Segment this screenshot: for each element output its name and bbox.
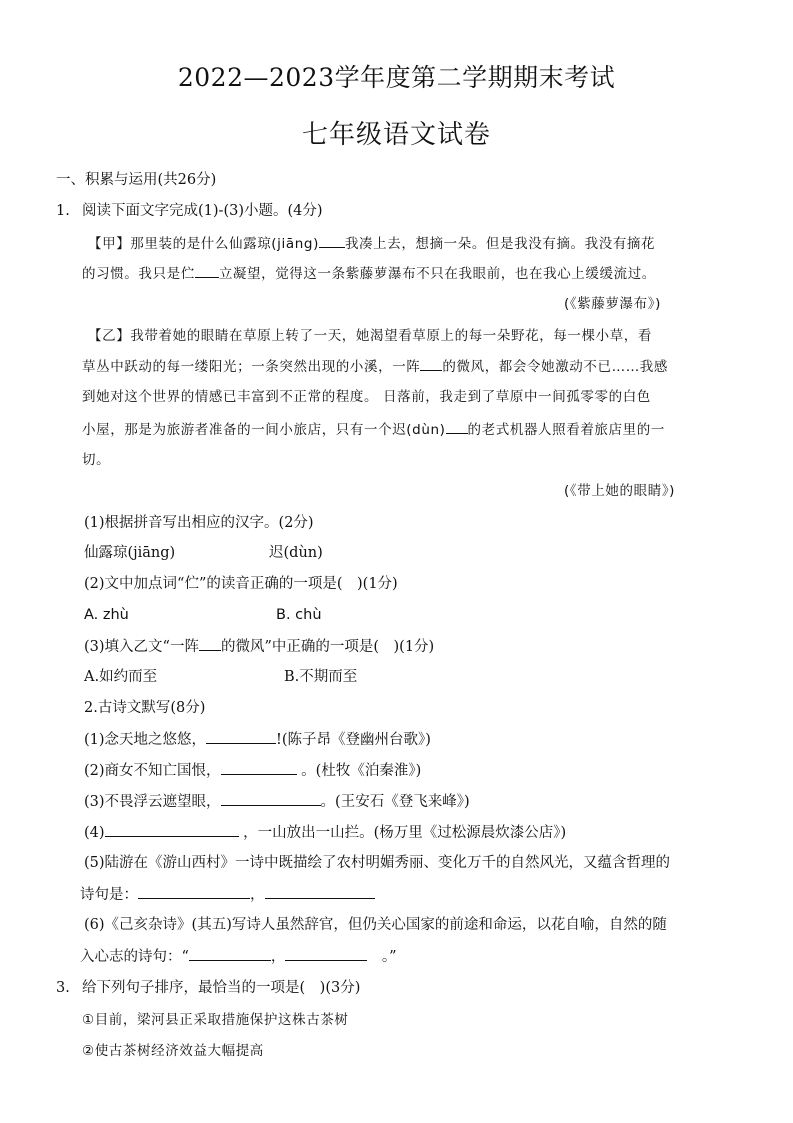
passage-text: 的微风，都会令她激动不已……我感 [442, 359, 669, 375]
poem-line-4 [84, 822, 566, 843]
poem-line-5: (5)陆游在《游山西村》一诗中既描绘了农村明媚秀丽、变化万千的自然风光，又蕴含哲理的 [84, 855, 671, 871]
section-heading: 一、积累与运用(共26分) [56, 172, 217, 188]
question-2-stem: 2.古诗文默写(8分) [84, 700, 206, 716]
answer-blank[interactable] [265, 884, 375, 899]
passage-text: 我凑上去，想摘一朵。但是我没有摘。我没有摘花 [344, 236, 656, 252]
subquestion-3 [84, 636, 434, 657]
poem-line-2 [84, 760, 421, 781]
passage-text: 草丛中跃动的每一缕阳光；一条突然出现的小溪，一阵 [82, 359, 421, 375]
poem-line-6: (6)《己亥杂诗》(其五)写诗人虽然辞官，但仍关心国家的前途和命运，以花自喻，自然的随 [84, 917, 667, 933]
subquestion-3-option-a: A.如约而至 [84, 669, 158, 685]
question-1-number: 1. [56, 203, 70, 219]
poem-line-3 [84, 791, 470, 812]
poem-text: (2)商女不知亡国恨， [84, 763, 221, 779]
answer-blank[interactable] [420, 356, 442, 371]
answer-blank[interactable] [206, 729, 276, 744]
answer-blank[interactable] [319, 233, 345, 248]
question-1-stem: 阅读下面文字完成(1)-(3)小题。(4分) [82, 203, 323, 219]
poem-line-6b [80, 946, 397, 967]
passage-text: 小屋，那是为旅游者准备的一间小旅店，只有一个迟(dùn) [82, 422, 446, 438]
poem-text: (3)不畏浮云遮望眼， [84, 794, 221, 810]
subquestion-1: (1)根据拼音写出相应的汉字。(2分) [84, 515, 314, 531]
subquestion-2-option-a: A. zhù [84, 607, 129, 623]
answer-blank[interactable] [285, 946, 367, 961]
poem-text: (4) [84, 825, 105, 841]
subquestion-1-item-a: 仙露琼(jiāng) [84, 545, 176, 561]
subquestion-2-option-b: B. chù [276, 607, 322, 623]
passage-yi-line-1: 【乙】我带着她的眼睛在草原上转了一天，她渴望看草原上的每一朵野花，每一棵小草，看 [88, 328, 652, 344]
sentence-1: ①目前，梁河县正采取措施保护这株古茶树 [82, 1012, 349, 1028]
poem-text: 。(王安石《登飞来峰》) [320, 794, 470, 810]
poem-text: ， [250, 887, 265, 903]
answer-blank[interactable] [199, 636, 221, 651]
poem-text: (1)念天地之悠悠， [84, 732, 207, 748]
subquestion-3-option-b: B.不期而至 [284, 669, 358, 685]
poem-text: 。(杜牧《泊秦淮》) [301, 763, 422, 779]
passage-text: 的老式机器人照看着旅店里的一 [467, 422, 665, 438]
answer-blank[interactable] [105, 822, 239, 837]
exam-title: 2022—2023学年度第二学期期末考试 [177, 63, 616, 92]
passage-text: 【甲】那里装的是什么仙露琼(jiāng) [88, 236, 319, 252]
poem-line-1 [84, 729, 431, 750]
passage-yi-line-2 [82, 356, 668, 377]
passage-yi-line-3: 到她对这个世界的情感已丰富到不正常的程度。 日落前，我走到了草原中一间孤零零的白色 [82, 389, 651, 405]
poem-text: 。” [381, 949, 397, 965]
answer-blank[interactable] [138, 884, 250, 899]
poem-text: ， [270, 949, 286, 965]
passage-text: 的习惯。我只是伫 [82, 266, 195, 282]
poem-text: 入心志的诗句：“ [80, 949, 189, 965]
passage-jia-source: (《紫藤萝瀑布》) [564, 296, 661, 312]
question-3-number: 3. [56, 980, 70, 996]
passage-jia-line-2 [82, 263, 656, 284]
subquestion-1-item-b: 迟(dùn) [269, 545, 323, 561]
question-3-stem: 给下列句子排序，最恰当的一项是( )(3分) [82, 980, 361, 996]
passage-jia-line-1 [88, 233, 655, 254]
passage-yi-line-4 [82, 419, 665, 440]
answer-blank[interactable] [221, 791, 321, 806]
answer-blank[interactable] [446, 419, 468, 434]
sentence-2: ②使古茶树经济效益大幅提高 [82, 1043, 264, 1059]
poem-line-5b [80, 884, 375, 905]
poem-text: ，一山放出一山拦。(杨万里《过松源晨炊漆公店》) [243, 825, 567, 841]
answer-blank[interactable] [195, 263, 219, 278]
passage-text: 立凝望，觉得这一条紫藤萝瀑布不只在我眼前，也在我心上缓缓流过。 [218, 266, 656, 282]
answer-blank[interactable] [221, 760, 297, 775]
passage-yi-line-5: 切。 [82, 452, 111, 468]
answer-blank[interactable] [189, 946, 271, 961]
poem-text: !(陈子昂《登幽州台歌》) [276, 732, 431, 748]
subquestion-2: (2)文中加点词“伫”的读音正确的一项是( )(1分) [84, 576, 398, 592]
exam-subtitle: 七年级语文试卷 [301, 120, 491, 150]
poem-text: 诗句是： [80, 887, 138, 903]
subquestion-text: 的微风”中正确的一项是( )(1分) [220, 639, 435, 655]
subquestion-text: (3)填入乙文“一阵 [84, 639, 199, 655]
passage-yi-source: (《带上她的眼睛》) [564, 483, 676, 499]
